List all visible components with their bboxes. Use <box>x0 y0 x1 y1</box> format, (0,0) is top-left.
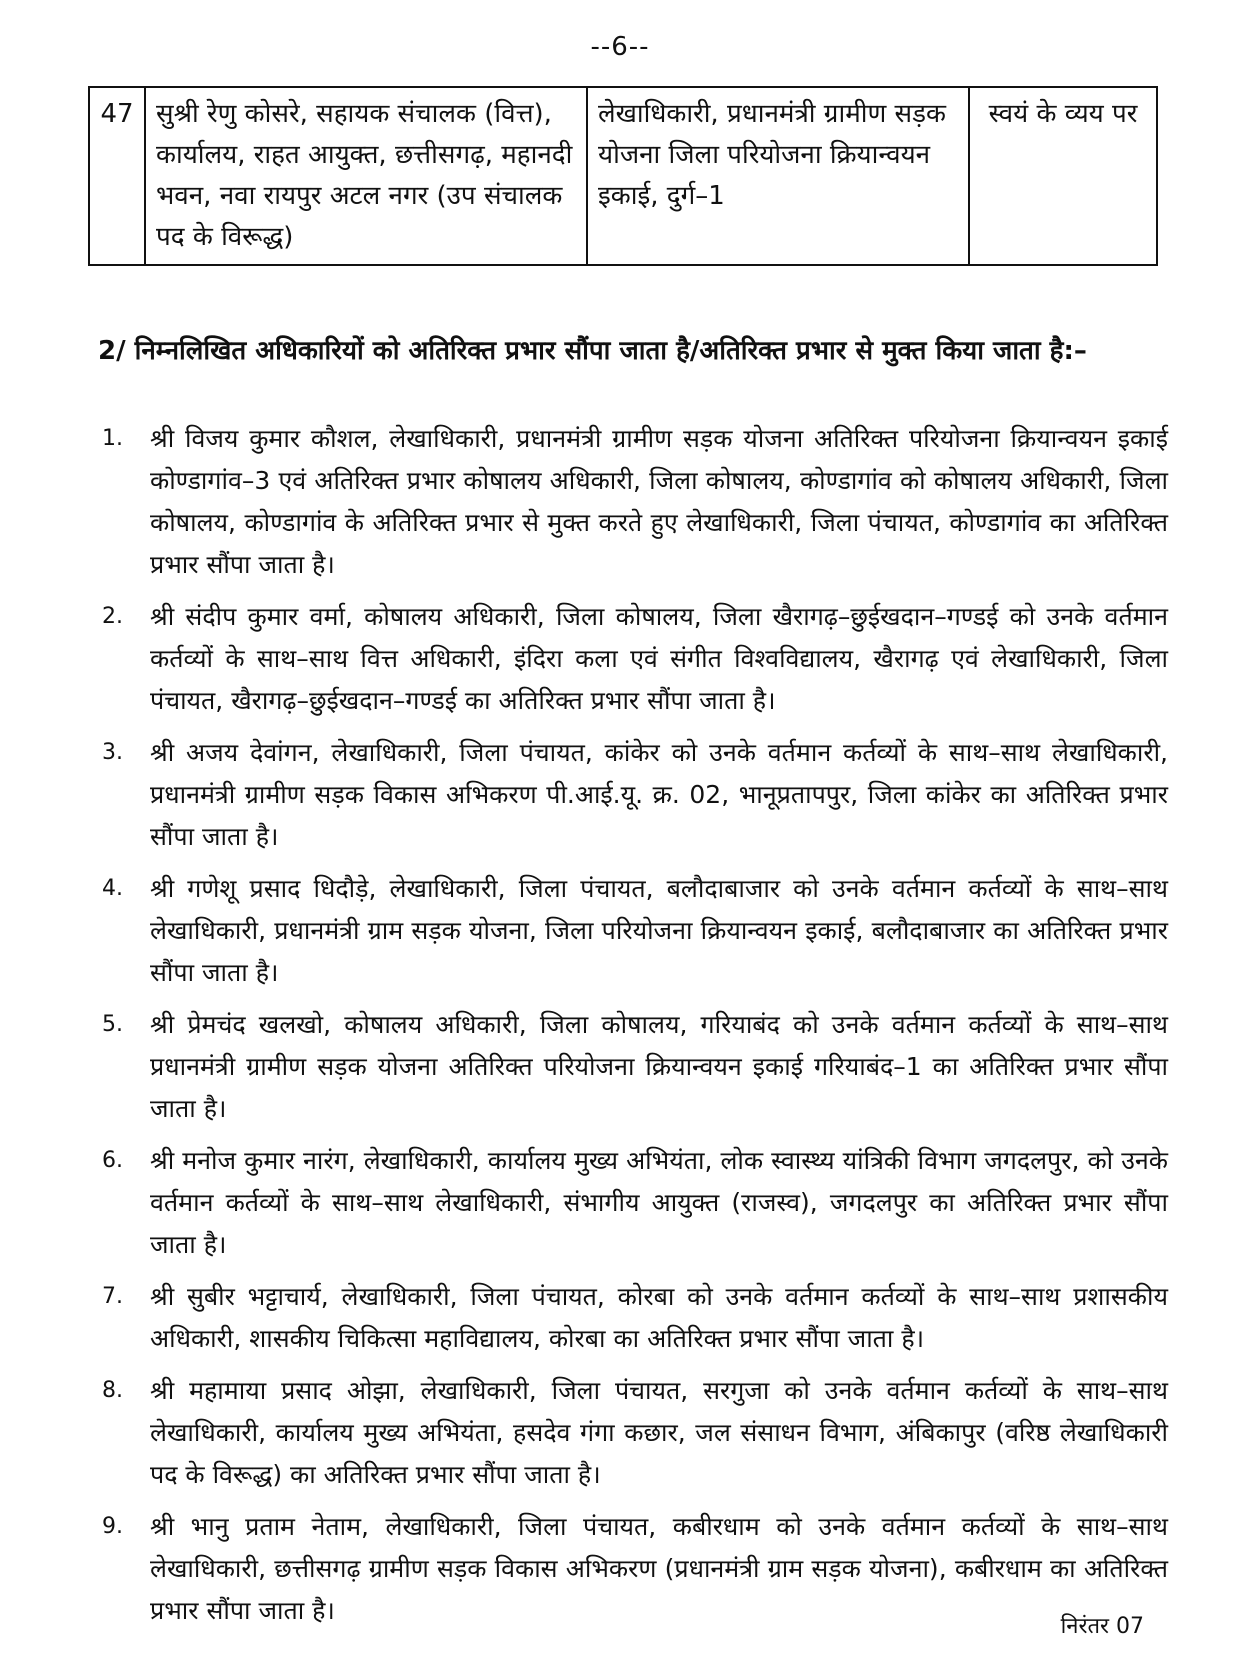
item-number: 7. <box>102 1284 123 1309</box>
continued-note: निरंतर 07 <box>1060 1614 1144 1639</box>
item-text: श्री विजय कुमार कौशल, लेखाधिकारी, प्रधानमंत्री ग्रामीण सड़क योजना अतिरिक्त परियोजना क्रियान्वयन इकाई कोण्डागांव–3 एवं अतिरिक्त प्रभार कोषालय अधिकारी, जिला कोषालय, कोण्डागांव को कोषालय अधिकारी, जिला कोषालय, कोण्डागांव के अतिरिक्त प्रभार से मुक्त करते हुए लेखाधिकारी, जिला पंचायत, कोण्डागांव का अतिरिक्त प्रभार सौंपा जाता है। <box>150 424 1168 579</box>
item-text: श्री प्रेमचंद खलखो, कोषालय अधिकारी, जिला कोषालय, गरियाबंद को उनके वर्तमान कर्तव्यों के साथ–साथ प्रधानमंत्री ग्रामीण सड़क योजना अतिरिक्त परियोजना क्रियान्वयन इकाई गरियाबंद–1 का अतिरिक्त प्रभार सौंपा जाता है। <box>150 1010 1168 1123</box>
officer-name-cell: सुश्री रेणु कोसरे, सहायक संचालक (वित्त), कार्यालय, राहत आयुक्त, छत्तीसगढ़, महानदी भवन, नवा रायपुर अटल नगर (उप संचालक पद के विरूद्ध) <box>145 87 587 265</box>
item-text: श्री अजय देवांगन, लेखाधिकारी, जिला पंचायत, कांकेर को उनके वर्तमान कर्तव्यों के साथ–साथ लेखाधिकारी, प्रधानमंत्री ग्रामीण सड़क विकास अभिकरण पी.आई.यू. क्र. 02, भानूप्रतापपुर, जिला कांकेर का अतिरिक्त प्रभार सौंपा जाता है। <box>150 738 1168 851</box>
list-item <box>88 1276 1168 1360</box>
item-text: श्री गणेशू प्रसाद धिदौड़े, लेखाधिकारी, जिला पंचायत, बलौदाबाजार को उनके वर्तमान कर्तव्यों के साथ–साथ लेखाधिकारी, प्रधानमंत्री ग्राम सड़क योजना, जिला परियोजना क्रियान्वयन इकाई, बलौदाबाजार का अतिरिक्त प्रभार सौंपा जाता है। <box>150 874 1168 987</box>
item-text: श्री सुबीर भट्टाचार्य, लेखाधिकारी, जिला पंचायत, कोरबा को उनके वर्तमान कर्तव्यों के साथ–साथ प्रशासकीय अधिकारी, शासकीय चिकित्सा महाविद्यालय, कोरबा का अतिरिक्त प्रभार सौंपा जाता है। <box>150 1282 1168 1353</box>
item-number: 1. <box>102 426 123 451</box>
list-item <box>88 732 1168 858</box>
list-item <box>88 1004 1168 1130</box>
item-text: श्री भानु प्रताम नेताम, लेखाधिकारी, जिला पंचायत, कबीरधाम को उनके वर्तमान कर्तव्यों के साथ–साथ लेखाधिकारी, छत्तीसगढ़ ग्रामीण सड़क विकास अभिकरण (प्रधानमंत्री ग्राम सड़क योजना), कबीरधाम का अतिरिक्त प्रभार सौंपा जाता है। <box>150 1512 1168 1625</box>
list-item <box>88 1140 1168 1266</box>
section-heading: 2/ निम्नलिखित अधिकारियों को अतिरिक्त प्रभार सौंपा जाता है/अतिरिक्त प्रभार से मुक्त किया जाता है:– <box>98 336 1087 366</box>
item-text: श्री मनोज कुमार नारंग, लेखाधिकारी, कार्यालय मुख्य अभियंता, लोक स्वास्थ्य यांत्रिकी विभाग जगदलपुर, को उनके वर्तमान कर्तव्यों के साथ–साथ लेखाधिकारी, संभागीय आयुक्त (राजस्व), जगदलपुर का अतिरिक्त प्रभार सौंपा जाता है। <box>150 1146 1168 1259</box>
transfer-table <box>88 86 1158 266</box>
item-number: 8. <box>102 1378 123 1403</box>
item-text: श्री संदीप कुमार वर्मा, कोषालय अधिकारी, जिला कोषालय, जिला खैरागढ़–छुईखदान–गण्डई को उनके वर्तमान कर्तव्यों के साथ–साथ वित्त अधिकारी, इंदिरा कला एवं संगीत विश्वविद्यालय, खैरागढ़ एवं लेखाधिकारी, जिला पंचायत, खैरागढ़–छुईखदान–गण्डई का अतिरिक्त प्रभार सौंपा जाता है। <box>150 602 1168 715</box>
item-number: 5. <box>102 1012 123 1037</box>
item-number: 3. <box>102 740 123 765</box>
list-item <box>88 596 1168 722</box>
item-number: 2. <box>102 604 123 629</box>
remark-cell: स्वयं के व्यय पर <box>969 87 1157 265</box>
list-item <box>88 418 1168 586</box>
list-item <box>88 1370 1168 1496</box>
item-text: श्री महामाया प्रसाद ओझा, लेखाधिकारी, जिला पंचायत, सरगुजा को उनके वर्तमान कर्तव्यों के साथ–साथ लेखाधिकारी, कार्यालय मुख्य अभियंता, हसदेव गंगा कछार, जल संसाधन विभाग, अंबिकापुर (वरिष्ठ लेखाधिकारी पद के विरूद्ध) का अतिरिक्त प्रभार सौंपा जाता है। <box>150 1376 1168 1489</box>
page-number: --6-- <box>590 32 650 62</box>
item-number: 6. <box>102 1148 123 1173</box>
table-row <box>89 87 1157 265</box>
item-number: 4. <box>102 876 123 901</box>
serial-cell: 47 <box>89 87 145 265</box>
item-number: 9. <box>102 1514 123 1539</box>
list-item <box>88 1506 1168 1632</box>
charge-list <box>88 418 1168 1642</box>
list-item <box>88 868 1168 994</box>
new-posting-cell: लेखाधिकारी, प्रधानमंत्री ग्रामीण सड़क योजना जिला परियोजना क्रियान्वयन इकाई, दुर्ग–1 <box>587 87 969 265</box>
